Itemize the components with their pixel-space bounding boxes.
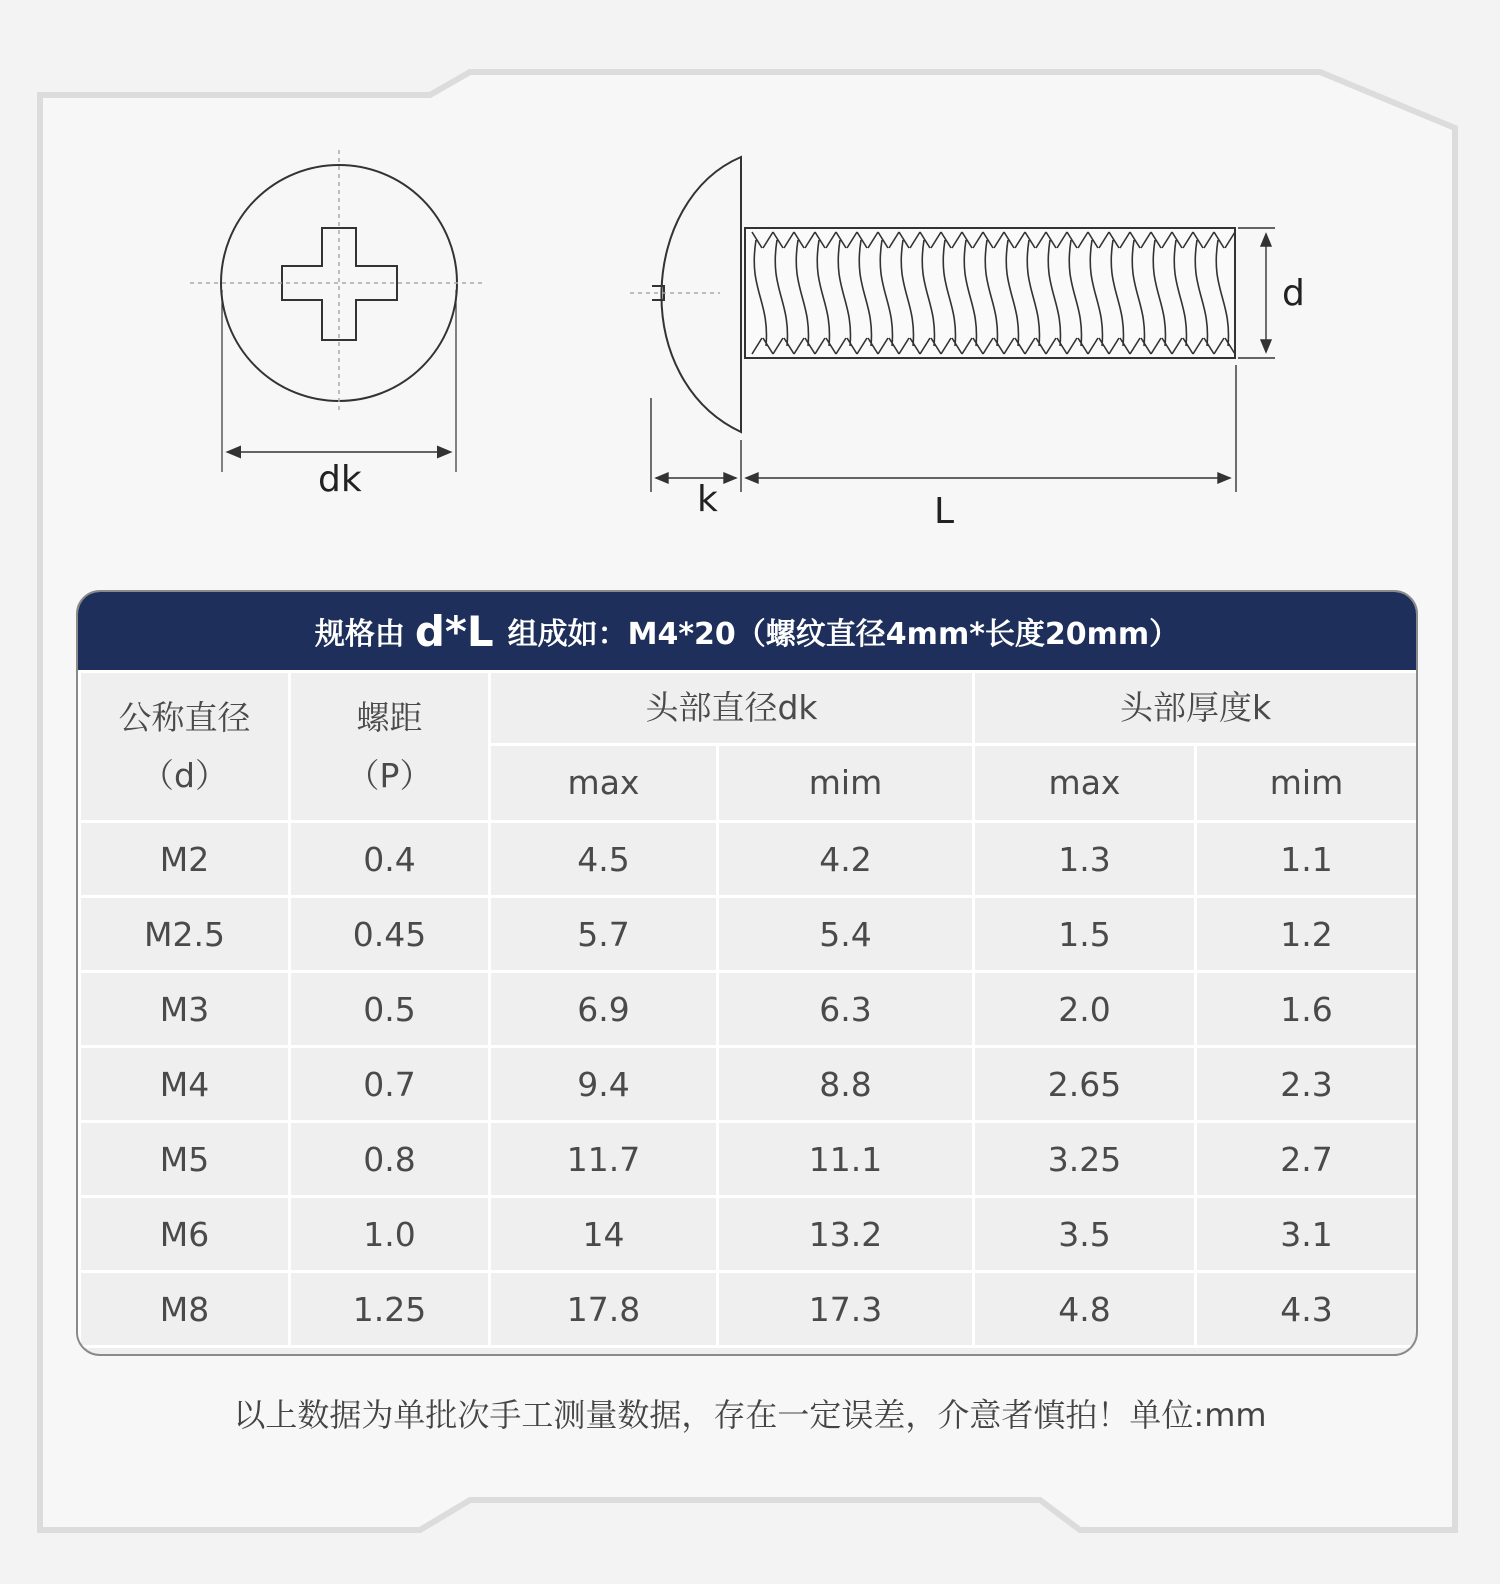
cell-nominal-diameter: M6 [80,1197,290,1272]
cell-nominal-diameter: M5 [80,1122,290,1197]
cell-pitch: 1.0 [290,1197,490,1272]
banner-suffix: 组成如：M4*20（螺纹直径4mm*长度20mm） [507,617,1180,652]
cell-dk-min: 5.4 [718,897,974,972]
table-row [80,1047,1418,1122]
cell-k-min: 3.1 [1196,1197,1418,1272]
cell-pitch: 0.8 [290,1122,490,1197]
cell-pitch: 0.45 [290,897,490,972]
cell-dk-max: 5.7 [490,897,718,972]
subheader-k-min: mim [1196,745,1418,822]
cell-k-max: 3.25 [974,1122,1196,1197]
cell-k-max: 1.3 [974,822,1196,897]
cell-dk-max: 11.7 [490,1122,718,1197]
cell-nominal-diameter: M3 [80,972,290,1047]
cell-dk-max: 14 [490,1197,718,1272]
cell-nominal-diameter: M4 [80,1047,290,1122]
header-pitch [290,672,490,822]
cell-dk-max: 9.4 [490,1047,718,1122]
cell-pitch: 1.25 [290,1272,490,1347]
subheader-dk-min: mim [718,745,974,822]
banner-formula: d*L [414,606,494,656]
L-label: L [934,491,955,532]
subheader-dk-max: max [490,745,718,822]
cell-dk-max: 4.5 [490,822,718,897]
measurement-footnote: 以上数据为单批次手工测量数据，存在一定误差，介意者慎拍！单位:mm [233,1396,1267,1434]
header-pitch-symbol: （P） [346,755,433,795]
cell-dk-max: 17.8 [490,1272,718,1347]
header-nominal-symbol: （d） [141,755,228,795]
spec-table [78,670,1418,1348]
d-label: d [1282,273,1305,314]
banner-prefix: 规格由 [314,617,405,652]
dk-label: dk [318,459,362,500]
cell-dk-min: 11.1 [718,1122,974,1197]
cell-k-max: 3.5 [974,1197,1196,1272]
header-pitch-label: 螺距 [356,697,423,737]
cell-pitch: 0.7 [290,1047,490,1122]
cell-dk-min: 17.3 [718,1272,974,1347]
screw-dimension-diagram [0,0,1500,560]
cell-k-max: 2.65 [974,1047,1196,1122]
cell-nominal-diameter: M2 [80,822,290,897]
cell-k-min: 1.2 [1196,897,1418,972]
table-header-row [80,672,1418,745]
cell-nominal-diameter: M2.5 [80,897,290,972]
cell-dk-min: 4.2 [718,822,974,897]
cell-nominal-diameter: M8 [80,1272,290,1347]
cell-dk-min: 8.8 [718,1047,974,1122]
table-row [80,897,1418,972]
header-head-thickness: 头部厚度k [974,672,1418,745]
table-row [80,1122,1418,1197]
header-nominal-label: 公称直径 [118,697,251,737]
spec-banner [78,592,1416,670]
cell-k-max: 2.0 [974,972,1196,1047]
cell-k-min: 2.3 [1196,1047,1418,1122]
cell-k-min: 1.1 [1196,822,1418,897]
cell-dk-max: 6.9 [490,972,718,1047]
k-label: k [697,479,718,520]
table-row [80,1272,1418,1347]
cell-dk-min: 13.2 [718,1197,974,1272]
cell-k-max: 4.8 [974,1272,1196,1347]
table-row [80,1197,1418,1272]
cell-pitch: 0.5 [290,972,490,1047]
cell-k-min: 1.6 [1196,972,1418,1047]
cell-pitch: 0.4 [290,822,490,897]
spec-table-card [76,590,1418,1356]
cell-k-min: 2.7 [1196,1122,1418,1197]
cell-k-min: 4.3 [1196,1272,1418,1347]
header-head-diameter: 头部直径dk [490,672,974,745]
cell-k-max: 1.5 [974,897,1196,972]
table-row [80,822,1418,897]
subheader-k-max: max [974,745,1196,822]
table-row [80,972,1418,1047]
header-nominal-diameter [80,672,290,822]
cell-dk-min: 6.3 [718,972,974,1047]
